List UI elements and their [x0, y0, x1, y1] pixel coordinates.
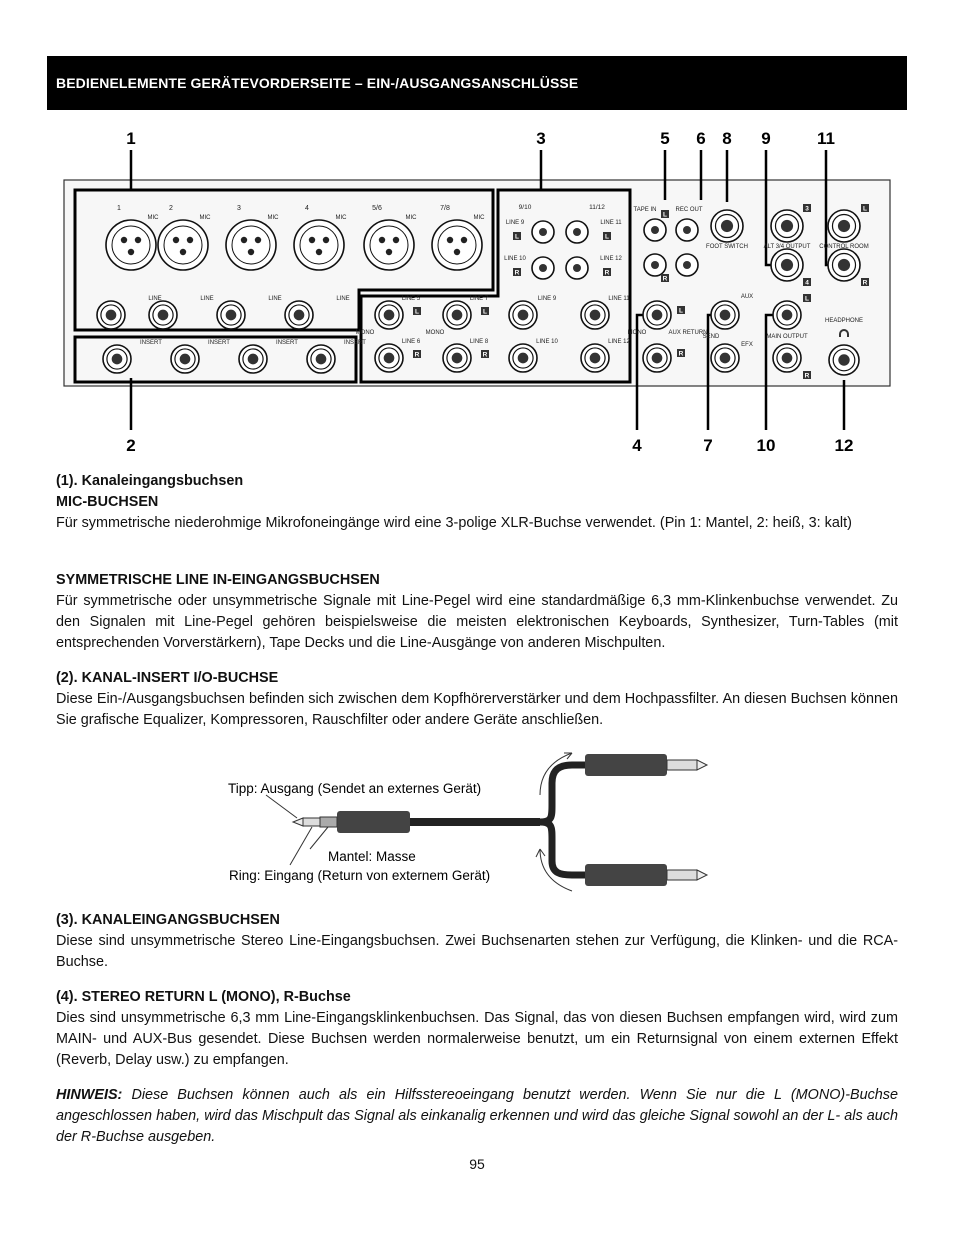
xlr-pin-3-3 — [248, 249, 254, 255]
xlr-pin-6-2 — [461, 237, 467, 243]
aux-return-left-badge-text: L — [679, 307, 683, 315]
callout-11: 11 — [817, 129, 835, 148]
callout-4: 4 — [632, 436, 642, 455]
line-jack-9-hole — [518, 310, 529, 321]
insert-label-4: INSERT — [344, 340, 366, 346]
xlr-pin-4-1 — [309, 237, 315, 243]
xlr-jack-6-inner — [438, 226, 476, 264]
cable-branch-bottom — [540, 822, 585, 875]
insert-jack-4-hole — [316, 354, 327, 365]
main-output-left-jack-hole — [782, 310, 793, 321]
alt-badge-4-text: 4 — [805, 279, 809, 287]
insert-label-3: INSERT — [276, 340, 298, 346]
xlr-jack-3-inner — [232, 226, 270, 264]
rec-out-label: REC OUT — [675, 207, 703, 213]
xlr-pin-2-3 — [180, 249, 186, 255]
section-3-title: (3). KANALEINGANGSBUCHSEN — [56, 912, 280, 928]
jack-line-label-10: LINE 10 — [536, 339, 558, 345]
section-1b-text: Für symmetrische oder unsymmetrische Signale mit Line-Pegel wird eine standardmäßige 6,3 mm-Klinkenbuchse verwendet. Zu den Signalen mit Line-Pegel gehören beispielsweise die meisten elektronischen Keyboards, Synthesizer, Turn-Tables (mit entsprechenden Vorverstärkern), Tape Decks und die Line-Ausgänge von anderen Mischpulten. — [56, 593, 898, 651]
main-output-right-badge-text: R — [804, 372, 810, 380]
front-panel-diagram — [47, 120, 907, 465]
callout-1: 1 — [126, 129, 136, 148]
rca-jack-11-pin — [573, 228, 581, 236]
aux-return-label: AUX RETURN — [668, 330, 708, 336]
sleeve-leader — [310, 827, 328, 849]
xlr-jack-1-inner — [112, 226, 150, 264]
left-plug-tip — [293, 818, 303, 826]
jack-line-label-9: LINE 9 — [537, 296, 557, 302]
line-label-2: LINE — [200, 296, 214, 302]
section-1-subtitle: MIC-BUCHSEN — [56, 494, 159, 510]
section-1b — [56, 570, 898, 654]
alt-output-3-jack-hole — [781, 220, 793, 232]
mic-label-5: MIC — [405, 215, 417, 221]
headphone-label: HEADPHONE — [824, 318, 864, 324]
main-output-label: MAIN OUTPUT — [766, 334, 808, 340]
rca-label-9: LINE 9 — [505, 220, 525, 226]
alt-badge-3-text: 3 — [805, 205, 809, 213]
insert-label-2: INSERT — [208, 340, 230, 346]
xlr-pin-5-2 — [393, 237, 399, 243]
top-plug-shaft — [667, 760, 697, 770]
headphone-jack-hole — [838, 354, 849, 365]
efx-send-jack-hole — [720, 353, 731, 364]
xlr-pin-6-1 — [447, 237, 453, 243]
rca-group-label-2: 11/12 — [589, 204, 605, 211]
callout-3: 3 — [536, 129, 546, 148]
stereo-line-jack-5-hole — [384, 310, 395, 321]
section-4-title: (4). STEREO RETURN L (MONO), R-Buchse — [56, 989, 351, 1005]
xlr-pin-4-2 — [323, 237, 329, 243]
xlr-pin-1-2 — [135, 237, 141, 243]
xlr-pin-1-3 — [128, 249, 134, 255]
callout-9: 9 — [761, 129, 771, 148]
xlr-jack-5-inner — [370, 226, 408, 264]
xlr-pin-5-1 — [379, 237, 385, 243]
xlr-pin-3-2 — [255, 237, 261, 243]
rca-group-label-1: 9/10 — [518, 204, 532, 211]
callout-12: 12 — [834, 436, 854, 455]
tape-rca-jack-4-pin — [683, 261, 691, 269]
rca-jack-12-pin — [573, 264, 581, 272]
line-jack-12-hole — [590, 353, 601, 364]
jack-line-label-11: LINE 11 — [608, 296, 630, 302]
stereo-line-jack-6-hole — [384, 353, 395, 364]
send-label: SEND — [702, 334, 720, 340]
tape-badge-right-text: R — [662, 275, 668, 283]
aux-return-mono-label: MONO — [627, 330, 647, 336]
section-title: BEDIENELEMENTE GERÄTEVORDERSEITE – EIN-/AUSGANGSANSCHLÜSSE — [56, 75, 579, 91]
tape-rca-jack-1-pin — [651, 226, 659, 234]
section-4-text: Dies sind unsymmetrische 6,3 mm Line-Eingangsklinkenbuchsen. Das Signal, das von diesen Buchsen empfangen wird, wird zum MAIN- und AUX-Bus gesendet. Diese Buchsen werden normalerweise benutzt, um ein Returnsignal von einem externen Effekt (Reverb, Delay usw.) zu empfangen. — [56, 1010, 898, 1068]
stereo-line-label-7: LINE 7 — [469, 296, 489, 302]
section-2-text: Diese Ein-/Ausgangsbuchsen befinden sich zwischen dem Kopfhörerverstärker und dem Hochpassfilter. An diesen Buchsen können Sie grafische Equalizer, Kompressoren, Rauschfilter oder andere Geräte anschließen. — [56, 691, 898, 728]
section-1-title: (1). Kanaleingangsbuchsen — [56, 473, 244, 489]
line-jack-1-hole — [106, 310, 117, 321]
mic-channel-label-1: 1 — [117, 205, 121, 212]
main-output-right-jack-hole — [782, 353, 793, 364]
mic-channel-label-6: 7/8 — [440, 205, 450, 212]
stereo-line-label-6: LINE 6 — [401, 339, 421, 345]
note-text: Diese Buchsen können auch als ein Hilfsstereoeingang benutzt werden. Wenn Sie nur die L (MONO)-Buchse angeschlossen haben, wird das Mischpult das Signal als einkanalig erkennen und wird das gleiche Signal sowohl an der L- als auch der R-Buchse ausgeben. — [56, 1087, 898, 1145]
line-jack-4-hole — [294, 310, 305, 321]
mic-label-4: MIC — [335, 215, 347, 221]
tape-badge-left-text: L — [663, 211, 667, 219]
efx-send-label: EFX — [741, 342, 753, 348]
section-header — [47, 56, 907, 110]
insert-jack-1-hole — [112, 354, 123, 365]
aux-return-right-badge-text: R — [678, 350, 684, 358]
foot-switch-jack-hole — [721, 220, 733, 232]
callout-7: 7 — [703, 436, 713, 455]
left-plug-ring — [303, 818, 320, 826]
section-4 — [56, 987, 898, 1071]
note-label: HINWEIS: — [56, 1087, 123, 1103]
section-1 — [56, 471, 898, 534]
mic-label-6: MIC — [473, 215, 485, 221]
foot-switch-label: FOOT SWITCH — [706, 244, 748, 250]
note-block — [56, 1085, 898, 1148]
insert-cable-diagram — [200, 745, 760, 895]
rca-badge-12-text: R — [604, 269, 610, 277]
sleeve-label: Mantel: Masse — [328, 849, 416, 864]
top-plug-body — [585, 754, 667, 776]
page-number: 95 — [469, 1156, 485, 1172]
section-2-title: (2). KANAL-INSERT I/O-BUCHSE — [56, 670, 279, 686]
line-label-3: LINE — [268, 296, 282, 302]
section-3-text: Diese sind unsymmetrische Stereo Line-Eingangsbuchsen. Zwei Buchsenarten stehen zur Verfügung, die Klinken- und die RCA-Buchse. — [56, 933, 898, 970]
control-room-left-jack-hole — [838, 220, 850, 232]
line-label-4: LINE — [336, 296, 350, 302]
xlr-jack-2-inner — [164, 226, 202, 264]
callout-5: 5 — [660, 129, 670, 148]
callout-6: 6 — [696, 129, 706, 148]
mono-label-2: MONO — [425, 330, 445, 336]
rca-label-11: LINE 11 — [600, 220, 622, 226]
xlr-pin-3-1 — [241, 237, 247, 243]
control-room-right-badge-text: R — [862, 279, 868, 287]
mic-channel-label-4: 4 — [305, 205, 309, 212]
rca-badge-9-text: L — [515, 233, 519, 241]
mic-label-2: MIC — [199, 215, 211, 221]
aux-send-label: AUX — [740, 294, 754, 300]
jack-line-label-12: LINE 12 — [608, 339, 630, 345]
xlr-pin-2-2 — [187, 237, 193, 243]
aux-send-jack-hole — [720, 310, 731, 321]
alt-output-label: ALT 3/4 OUTPUT — [763, 244, 811, 250]
callout-8: 8 — [722, 129, 732, 148]
callout-2: 2 — [126, 436, 136, 455]
aux-return-left-jack-hole — [652, 310, 663, 321]
rca-label-12: LINE 12 — [600, 256, 622, 262]
alt-output-4-jack-hole — [781, 259, 793, 271]
tip-label: Tipp: Ausgang (Sendet an externes Gerät) — [228, 781, 482, 796]
insert-label-1: INSERT — [140, 340, 162, 346]
stereo-line-badge-8-text: R — [482, 351, 488, 359]
xlr-pin-4-3 — [316, 249, 322, 255]
mic-channel-label-2: 2 — [169, 205, 173, 212]
ring-leader — [290, 827, 312, 865]
section-2 — [56, 668, 898, 731]
section-3 — [56, 910, 898, 973]
xlr-jack-4-inner — [300, 226, 338, 264]
stereo-line-label-5: LINE 5 — [401, 296, 421, 302]
xlr-pin-6-3 — [454, 249, 460, 255]
tape-rca-jack-2-pin — [651, 261, 659, 269]
aux-return-right-jack-hole — [652, 353, 663, 364]
left-plug-body — [337, 811, 410, 833]
insert-jack-2-hole — [180, 354, 191, 365]
main-output-left-badge-text: L — [805, 295, 809, 303]
xlr-pin-2-1 — [173, 237, 179, 243]
line-jack-3-hole — [226, 310, 237, 321]
rca-jack-9-pin — [539, 228, 547, 236]
bottom-plug-body — [585, 864, 667, 886]
bottom-plug-tip — [697, 870, 707, 880]
bottom-plug-shaft — [667, 870, 697, 880]
tape-in-label: TAPE IN — [633, 207, 657, 213]
stereo-line-label-8: LINE 8 — [469, 339, 489, 345]
rca-badge-11-text: L — [605, 233, 609, 241]
rca-badge-10-text: R — [514, 269, 520, 277]
ring-label: Ring: Eingang (Return von externem Gerät) — [229, 868, 491, 883]
control-room-right-jack-hole — [838, 259, 850, 271]
callout-10: 10 — [756, 436, 776, 455]
line-label-1: LINE — [148, 296, 162, 302]
insert-jack-3-hole — [248, 354, 259, 365]
left-plug-sleeve — [320, 817, 337, 827]
xlr-pin-1-1 — [121, 237, 127, 243]
mic-channel-label-5: 5/6 — [372, 205, 382, 212]
rca-jack-10-pin — [539, 264, 547, 272]
line-jack-2-hole — [158, 310, 169, 321]
rca-label-10: LINE 10 — [504, 256, 526, 262]
tape-rca-jack-3-pin — [683, 226, 691, 234]
mic-label-1: MIC — [147, 215, 159, 221]
section-1-text: Für symmetrische niederohmige Mikrofoneingänge wird eine 3-polige XLR-Buchse verwendet. (Pin 1: Mantel, 2: heiß, 3: kalt) — [56, 515, 852, 531]
stereo-line-badge-6-text: R — [414, 351, 420, 359]
line-jack-10-hole — [518, 353, 529, 364]
stereo-line-badge-5-text: L — [415, 308, 419, 316]
mic-label-3: MIC — [267, 215, 279, 221]
control-room-label: CONTROL ROOM — [819, 244, 869, 250]
top-plug-tip — [697, 760, 707, 770]
stereo-line-jack-8-hole — [452, 353, 463, 364]
tip-leader — [266, 795, 297, 818]
stereo-line-jack-7-hole — [452, 310, 463, 321]
section-1b-title: SYMMETRISCHE LINE IN-EINGANGSBUCHSEN — [56, 572, 380, 588]
mic-channel-label-3: 3 — [237, 205, 241, 212]
xlr-pin-5-3 — [386, 249, 392, 255]
control-room-left-badge-text: L — [863, 205, 867, 213]
mono-label-1: MONO — [355, 330, 375, 336]
stereo-line-badge-7-text: L — [483, 308, 487, 316]
line-jack-11-hole — [590, 310, 601, 321]
